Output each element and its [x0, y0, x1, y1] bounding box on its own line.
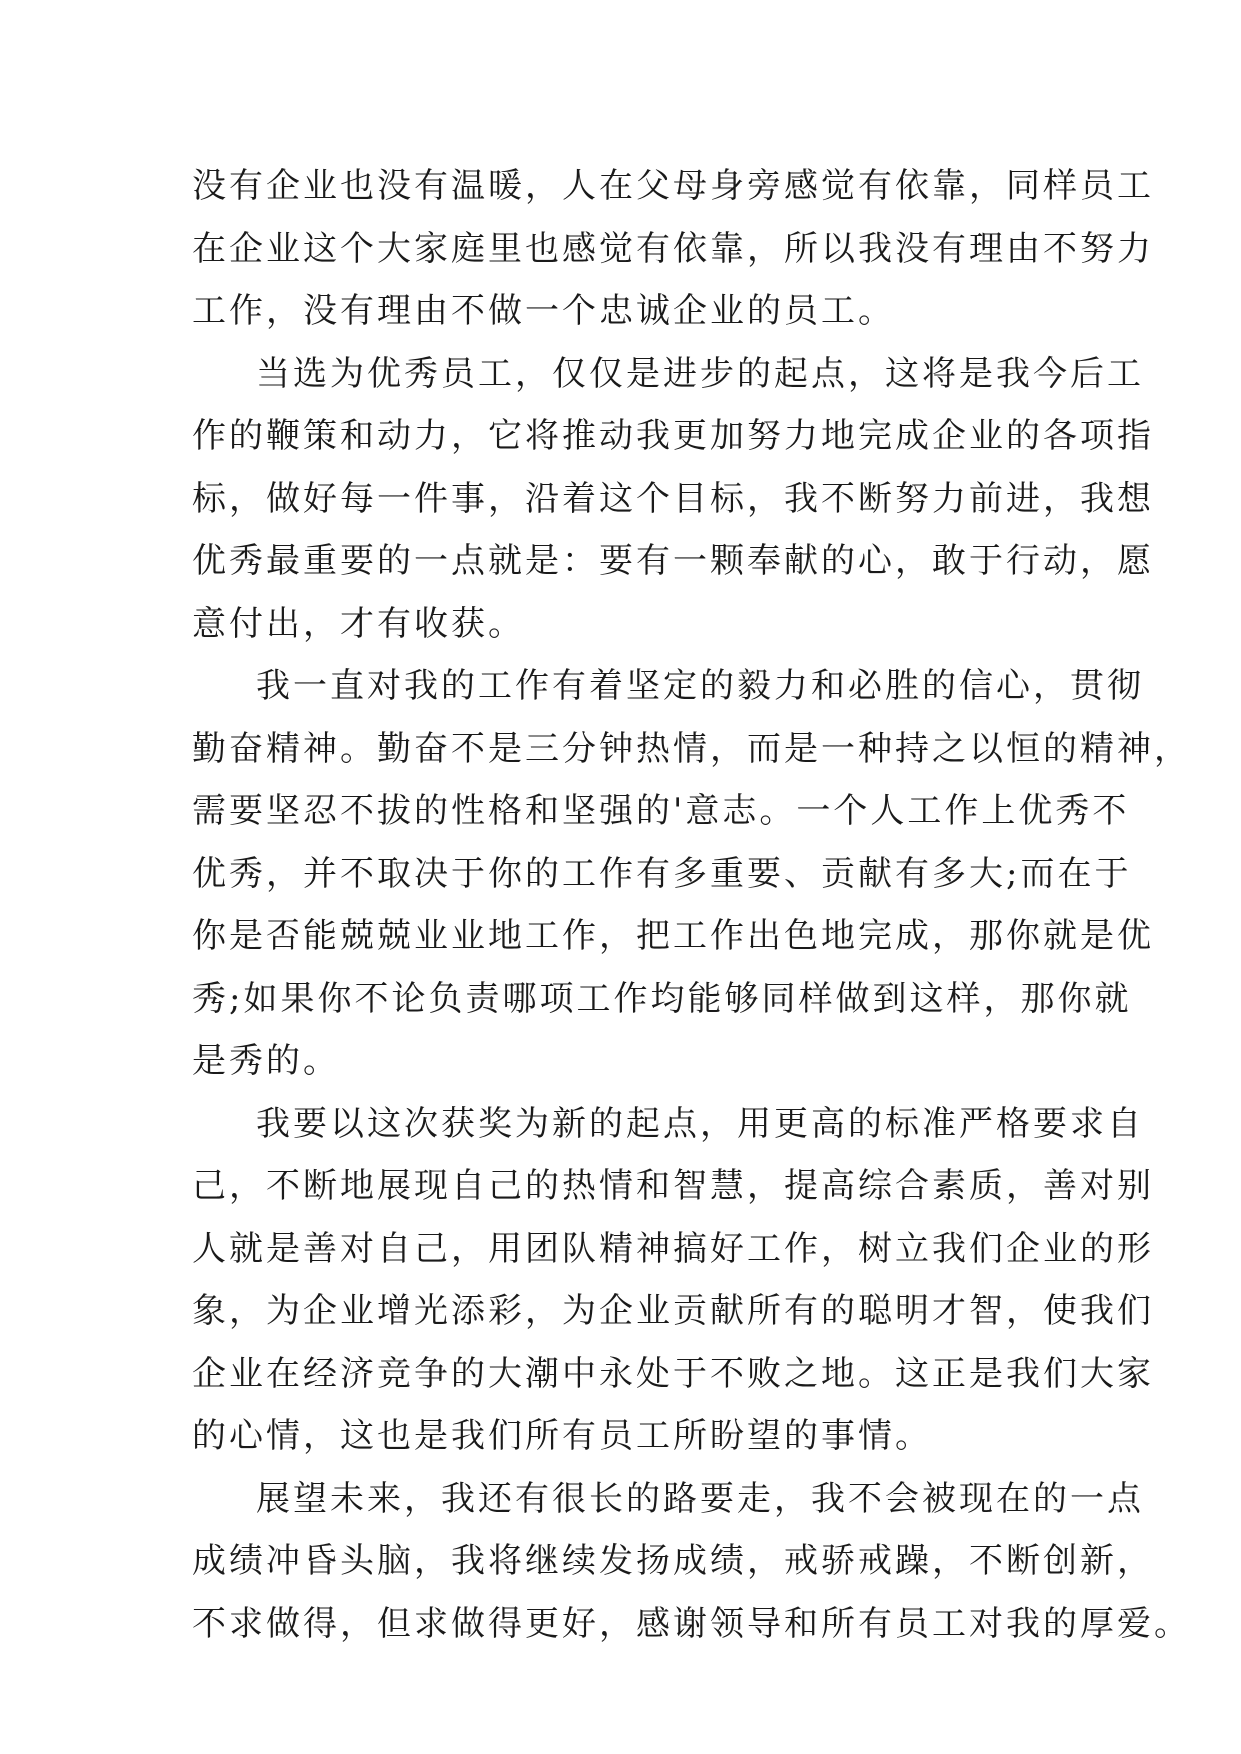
text-line: 己，不断地展现自己的热情和智慧，提高综合素质，善对别: [192, 1166, 1154, 1206]
text-line: 我一直对我的工作有着坚定的毅力和必胜的信心，贯彻: [256, 666, 1144, 706]
paragraph-3: [192, 655, 1191, 1093]
text-line: 是秀的。: [192, 1041, 340, 1081]
text-line: 的心情，这也是我们所有员工所盼望的事情。: [192, 1416, 932, 1456]
text-line: 标，做好每一件事，沿着这个目标，我不断努力前进，我想: [192, 478, 1154, 519]
text-line: 优秀最重要的一点就是：要有一颗奉献的心，敢于行动，愿: [192, 541, 1154, 581]
text-line: 工作，没有理由不做一个忠诚企业的员工。: [192, 291, 895, 331]
text-line: 不求做得，但求做得更好，感谢领导和所有员工对我的厚爱。: [192, 1603, 1191, 1644]
text-line: 秀;如果你不论负责哪项工作均能够同样做到这样，那你就: [192, 978, 1132, 1019]
text-line: 意付出，才有收获。: [192, 603, 525, 644]
paragraph-1: [192, 155, 1154, 343]
text-line: 展望未来，我还有很长的路要走，我不会被现在的一点: [256, 1478, 1144, 1519]
text-line: 需要坚忍不拔的性格和坚强的'意志。一个人工作上优秀不: [192, 791, 1130, 831]
paragraph-2: [192, 343, 1154, 656]
text-line: 我要以这次获奖为新的起点，用更高的标准严格要求自: [256, 1103, 1144, 1144]
text-line: 当选为优秀员工，仅仅是进步的起点，这将是我今后工: [256, 353, 1144, 394]
text-line: 优秀，并不取决于你的工作有多重要、贡献有多大;而在于: [192, 853, 1132, 894]
text-line: 作的鞭策和动力，它将推动我更加努力地完成企业的各项指: [192, 416, 1154, 456]
paragraph-5: [192, 1468, 1191, 1656]
text-line: 企业在经济竞争的大潮中永处于不败之地。这正是我们大家: [192, 1353, 1154, 1394]
text-line: 勤奋精神。勤奋不是三分钟热情，而是一种持之以恒的精神，: [192, 728, 1191, 769]
text-line: 象，为企业增光添彩，为企业贡献所有的聪明才智，使我们: [192, 1291, 1154, 1331]
body-text: [192, 155, 1191, 1655]
text-line: 人就是善对自己，用团队精神搞好工作，树立我们企业的形: [192, 1228, 1154, 1269]
text-line: 在企业这个大家庭里也感觉有依靠，所以我没有理由不努力: [192, 228, 1154, 269]
text-line: 你是否能兢兢业业地工作，把工作出色地完成，那你就是优: [192, 916, 1154, 956]
paragraph-4: [192, 1093, 1154, 1468]
text-line: 成绩冲昏头脑，我将继续发扬成绩，戒骄戒躁，不断创新，: [192, 1541, 1154, 1581]
text-line: 没有企业也没有温暖，人在父母身旁感觉有依靠，同样员工: [192, 166, 1154, 206]
